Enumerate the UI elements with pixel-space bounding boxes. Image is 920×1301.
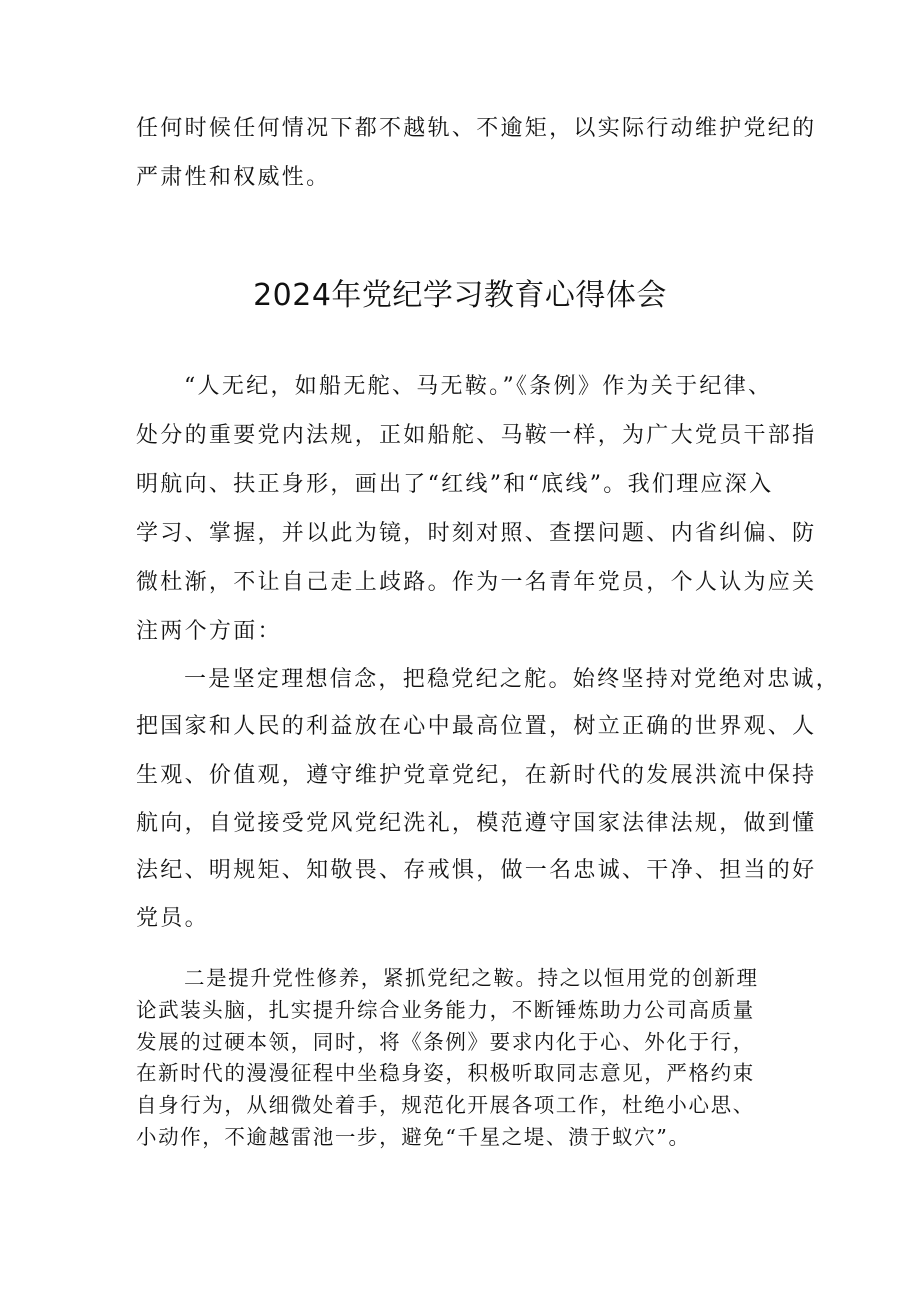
intro-line-2: 严肃性和权威性。 [136, 165, 331, 190]
paragraph-1-line-4: 学习、掌握，并以此为镜，时刻对照、查摆问题、内省纠偏、防 [136, 521, 817, 546]
paragraph-2-line-4: 航向，自觉接受党风党纪洗礼，模范遵守国家法律法规，做到懂 [136, 811, 817, 836]
paragraph-2-line-3: 生观、价值观，遵守维护党章党纪，在新时代的发展洪流中保持 [136, 763, 817, 788]
article-title: 2024年党纪学习教育心得体会 [253, 278, 667, 313]
paragraph-3-line-1: 二是提升党性修养，紧抓党纪之鞍。持之以恒用党的创新理 [184, 966, 759, 990]
paragraph-3-line-6: 小动作，不逾越雷池一步，避免“千星之堤、溃于蚁穴”。 [136, 1125, 691, 1149]
paragraph-2-line-5: 法纪、明规矩、知敬畏、存戒惧，做一名忠诚、干净、担当的好 [136, 858, 817, 883]
paragraph-2-line-2: 把国家和人民的利益放在心中最高位置，树立正确的世界观、人 [136, 714, 817, 739]
paragraph-1-line-5: 微杜渐，不让自己走上歧路。作为一名青年党员，个人认为应关 [136, 570, 817, 595]
paragraph-1-line-3: 明航向、扶正身形，画出了“红线”和“底线”。我们理应深入 [136, 472, 774, 497]
paragraph-1-line-2: 处分的重要党内法规，正如船舵、马鞍一样，为广大党员干部指 [136, 423, 817, 448]
paragraph-3-line-4: 在新时代的漫漫征程中坐稳身姿，积极听取同志意见，严格约束 [136, 1061, 755, 1085]
paragraph-3-line-2: 论武装头脑，扎实提升综合业务能力，不断锤炼助力公司高质量 [136, 998, 755, 1022]
paragraph-1-line-6: 注两个方面： [136, 619, 282, 644]
paragraph-3-line-3: 发展的过硬本领，同时，将《条例》要求内化于心、外化于行， [136, 1030, 755, 1054]
paragraph-1-line-1: “人无纪，如船无舵、马无鞍。”《条例》作为关于纪律、 [184, 374, 773, 399]
paragraph-2-line-1: 一是坚定理想信念，把稳党纪之舵。始终坚持对党绝对忠诚， [184, 667, 841, 692]
paragraph-2-line-6: 党员。 [136, 906, 209, 931]
intro-line-1: 任何时候任何情况下都不越轨、不逾矩，以实际行动维护党纪的 [136, 116, 817, 141]
paragraph-3-line-5: 自身行为，从细微处着手，规范化开展各项工作，杜绝小心思、 [136, 1093, 755, 1117]
